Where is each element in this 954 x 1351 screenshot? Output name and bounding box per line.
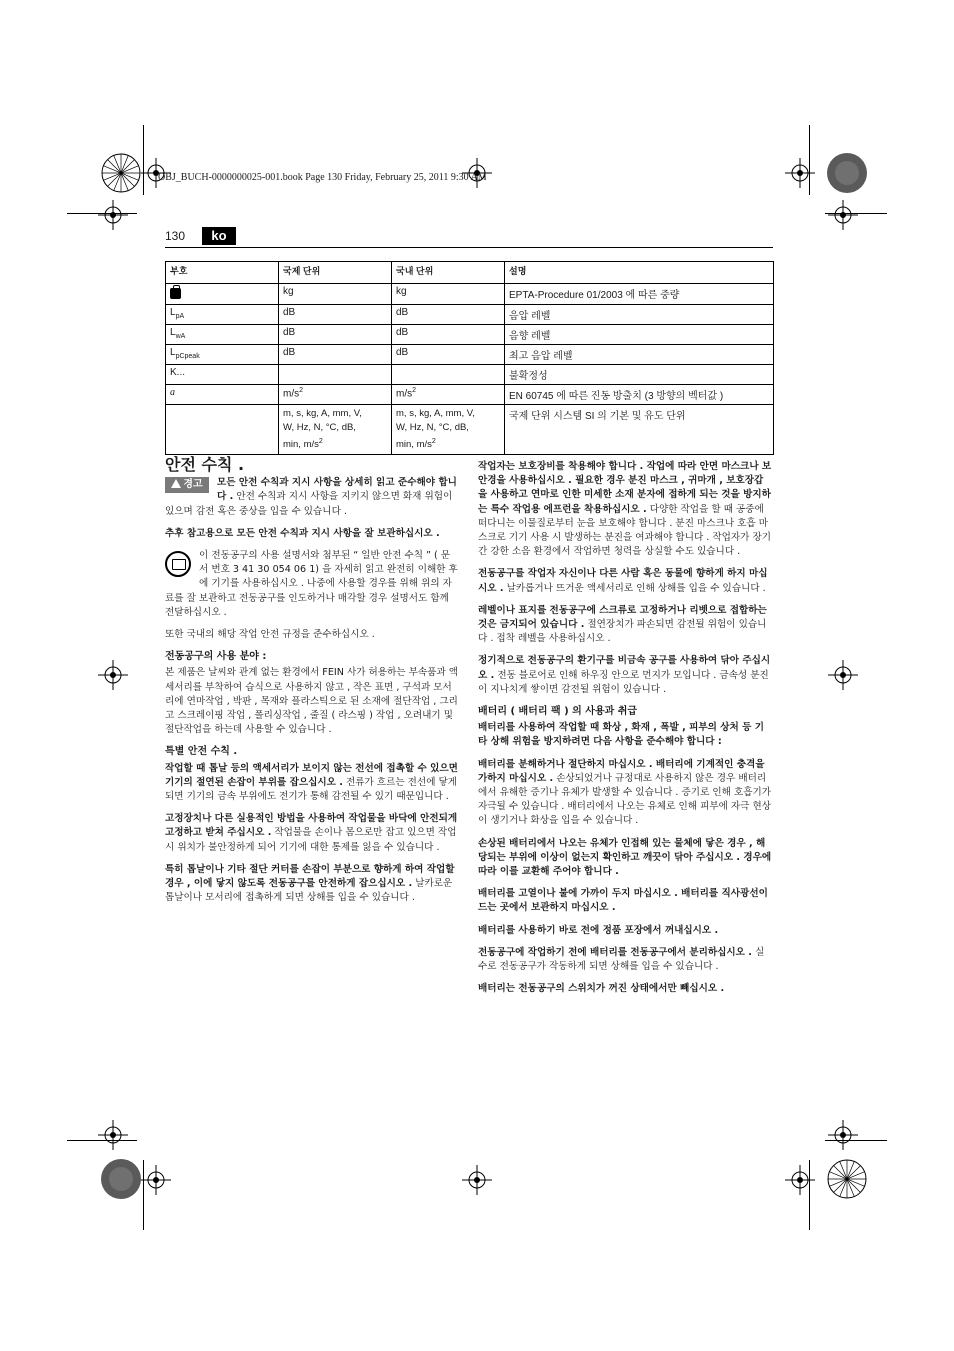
symbol-cell: $L_{pA}$ <box>166 305 279 325</box>
language-tag: ko <box>202 227 236 245</box>
table-row <box>166 385 774 405</box>
body-text: 이 전동공구의 사용 설명서와 첨부된 “ 일반 안전 수칙 ” ( 문서 번호 3 41 30 054 06 1) 을 자세히 읽고 완전히 이해한 후에 기기를 사용하십시오 . 나중에 사용할 경우를 위해 위의 자료를 잘 보관하고 전동공구를 인도하거나 매각할 경우 설명서도 함께 전달하십시오 . <box>165 550 458 618</box>
bold-text: 고정장치나 다른 실용적인 방법을 사용하여 작업물을 바닥에 안전되게 고정하고 받쳐 주십시오 . <box>165 813 458 839</box>
table-row <box>166 284 774 305</box>
intl-cell: dB <box>279 325 392 345</box>
body-text: 다양한 작업을 할 때 공중에 떠다니는 이물질로부터 눈을 보호해야 합니다 . 분진 마스크나 호흡 마스크로 기기 사용 시 발생하는 분진을 여과해야 합니다 . 작업자가 장기간 강한 소음 환경에서 작업하면 청력을 상실할 수도 있습니다 . <box>478 503 772 558</box>
section-title: 안전 수칙 . <box>165 455 245 474</box>
national-cell: dB <box>392 345 505 365</box>
header-description: 설명 <box>505 262 774 284</box>
file-info-line: OBJ_BUCH-0000000025-001.book Page 130 Friday, February 25, 2011 9:30 AM <box>158 172 487 183</box>
bold-text: 정기적으로 전동공구의 환기구를 비금속 공구를 사용하여 닦아 주십시오 . <box>478 655 771 681</box>
intl-cell <box>279 365 392 385</box>
body-text: 작업물을 손이나 몸으로만 잡고 있으면 작업 시 위치가 불안정하게 되어 기기에 대한 통제를 잃을 수 있습니다 . <box>165 827 457 853</box>
body-text: 절연장치가 파손되면 감전될 위험이 있습니다 . 접착 레벨을 사용하십시오 . <box>478 619 767 645</box>
keep-instructions: 추후 참고용으로 모든 안전 수칙과 지시 사항을 잘 보관하십시오 . <box>165 527 440 539</box>
units-table <box>165 261 774 455</box>
bold-text: 모든 안전 수칙과 지시 사항을 상세히 읽고 준수해야 합니다 . <box>217 477 457 503</box>
body-paragraph <box>478 460 772 559</box>
warning-triangle-icon <box>171 479 181 488</box>
body-paragraph <box>478 946 772 974</box>
crosshair-icon <box>98 200 128 230</box>
national-cell: m, s, kg, A, mm, V, W, Hz, N, °C, dB, min, $m/s^2$ <box>392 405 505 455</box>
crosshair-icon <box>828 660 858 690</box>
body-text: 날카로운 톱날이나 모서리에 접촉하게 되면 상해를 입을 수 있습니다 . <box>165 878 453 904</box>
table-row <box>166 405 774 455</box>
crosshair-icon <box>785 1165 815 1195</box>
body-paragraph: 또한 국내의 해당 작업 안전 규정을 준수하십시오 . <box>165 629 375 641</box>
body-paragraph: 손상된 배터리에서 나오는 유체가 인접해 있는 물체에 닿은 경우 , 해당되는 부위에 이상이 없는지 확인하고 깨끗이 닦아 주십시오 . 경우에 따라 이를 교환해 주어야 합니다 . <box>478 837 772 878</box>
left-column <box>165 455 459 913</box>
desc-cell: 음향 레벨 <box>505 325 774 345</box>
body-paragraph <box>165 812 459 855</box>
desc-cell: 음압 레벨 <box>505 305 774 325</box>
gray-registration-dot-icon <box>100 1158 142 1200</box>
right-column <box>478 460 772 1005</box>
table-row <box>166 345 774 365</box>
body-paragraph <box>478 567 772 595</box>
symbol-cell: K... <box>166 365 279 385</box>
national-cell <box>392 365 505 385</box>
body-paragraph: 본 제품은 날씨와 관계 없는 환경에서 FEIN 사가 허용하는 부속품과 액세서리를 부착하여 습식으로 사용하지 않고 , 작은 표면 , 구석과 모서리에 연마작업 , 박판 , 목재와 플라스틱으로 된 소재에 절단작업 , 그리고 스크레이핑 작업 , 폴리싱작업 , 줄질 ( 라스핑 ) 작업 , 오려내기 및 절단작업을 하는데 사용할 수 있습니다 . <box>165 667 459 736</box>
national-cell: $m/s^2$ <box>392 385 505 405</box>
body-paragraph: 배터리를 고열이나 불에 가까이 두지 마십시오 . 배터리를 직사광선이 드는 곳에서 보관하지 마십시오 . <box>478 888 768 914</box>
bold-text: 전동공구에 작업하기 전에 배터리를 전동공구에서 분리하십시오 . <box>478 946 752 958</box>
read-manual-icon <box>165 551 191 577</box>
weight-icon <box>170 288 181 299</box>
body-text: 손상되었거나 규정대로 사용하지 않은 경우 배터리에서 유해한 증기나 유체가 발생할 수 있습니다 . 증기로 인해 호흡기가 자극될 수 있습니다 . 배터리에서 나오는 유체로 인해 피부에 자극 현상이 생기거나 화상을 입을 수 있습니다 . <box>478 772 772 827</box>
manual-paragraph <box>165 549 459 620</box>
intl-cell: m, s, kg, A, mm, V, W, Hz, N, °C, dB, min, $m/s^2$ <box>279 405 392 455</box>
battery-heading: 배터리 ( 배터리 팩 ) 의 사용과 취급 <box>478 706 638 718</box>
national-cell: dB <box>392 305 505 325</box>
body-paragraph: 배터리는 전동공구의 스위치가 꺼진 상태에서만 빼십시오 . <box>478 983 725 995</box>
body-paragraph <box>478 604 772 647</box>
crosshair-icon <box>828 200 858 230</box>
body-paragraph: 배터리를 사용하여 작업할 때 화상 , 화재 , 폭발 , 피부의 상처 등 기타 상해 위험을 방지하려면 다음 사항을 준수해야 합니다 : <box>478 722 765 748</box>
symbol-cell <box>166 405 279 455</box>
table-row <box>166 325 774 345</box>
header-rule <box>165 247 773 248</box>
body-paragraph <box>165 762 459 805</box>
national-cell: dB <box>392 325 505 345</box>
warning-badge-label: 경고 <box>183 479 203 491</box>
crosshair-icon <box>462 1165 492 1195</box>
bold-text: 전동공구를 작업자 자신이나 다른 사람 혹은 동물에 향하게 하지 마십시오 . <box>478 568 768 594</box>
starburst-registration-icon <box>100 152 142 194</box>
body-text: 날카롭거나 뜨거운 액세서리로 인해 상해를 입을 수 있습니다 . <box>503 582 766 594</box>
bold-text: 특히 톱날이나 기타 절단 커터를 손잡이 부분으로 향하게 하여 작업할 경우 , 이에 닿지 않도록 전동공구를 안전하게 잡으십시오 . <box>165 863 455 890</box>
desc-cell: 최고 음압 레벨 <box>505 345 774 365</box>
warning-badge <box>165 477 209 493</box>
usage-heading: 전동공구의 사용 분야 : <box>165 651 267 663</box>
header-national-unit: 국내 단위 <box>392 262 505 284</box>
crosshair-icon <box>828 1120 858 1150</box>
body-text: 안전 수칙과 지시 사항을 지키지 않으면 화재 위험이 있으며 감전 혹은 중상을 입을 수 있습니다 . <box>165 491 453 517</box>
body-paragraph <box>478 654 772 697</box>
symbol-cell: $L_{pCpeak}$ <box>166 345 279 365</box>
national-cell: kg <box>392 284 505 305</box>
starburst-registration-icon <box>826 1158 868 1200</box>
desc-cell: EPTA-Procedure 01/2003 에 따른 중량 <box>505 284 774 305</box>
crosshair-icon <box>98 1120 128 1150</box>
desc-cell: 국제 단위 시스템 SI 의 기본 및 유도 단위 <box>505 405 774 455</box>
desc-cell: EN 60745 에 따른 진동 방출치 (3 방향의 벡터값 ) <box>505 385 774 405</box>
intl-cell: kg <box>279 284 392 305</box>
intl-cell: dB <box>279 345 392 365</box>
page-number: 130 <box>165 229 186 243</box>
warning-paragraph <box>165 476 459 519</box>
header-intl-unit: 국제 단위 <box>279 262 392 284</box>
intl-cell: dB <box>279 305 392 325</box>
symbol-cell: a <box>166 385 279 405</box>
body-text: 실수로 전동공구가 작동하게 되면 상해를 입을 수 있습니다 . <box>478 946 765 973</box>
body-paragraph <box>165 863 459 906</box>
header-symbol: 부호 <box>166 262 279 284</box>
intl-cell: $m/s^2$ <box>279 385 392 405</box>
bold-text: 작업할 때 톱날 등의 액세서리가 보이지 않는 전선에 접촉할 수 있으면 기기의 절연된 손잡이 부위를 잡으십시오 . <box>165 762 458 788</box>
crosshair-icon <box>98 660 128 690</box>
body-text: 전류가 흐르는 전선에 닿게되면 기기의 금속 부위에도 전기가 통해 감전될 수 있기 때문입니다 . <box>165 776 458 803</box>
crosshair-icon <box>141 1165 171 1195</box>
bold-text: 작업자는 보호장비를 착용해야 합니다 . 작업에 따라 안면 마스크나 보안경을 사용하십시오 . 필요한 경우 분진 마스크 , 귀마개 , 보호장갑을 사용하고 연마로 인한 미세한 소재 분자에 접하게 되는 것을 방지하는 특수 작업용 에프런을 착용하십시오 . <box>478 461 772 515</box>
desc-cell: 불확정성 <box>505 365 774 385</box>
table-row <box>166 365 774 385</box>
body-text: 전동 블로어로 인해 하우징 안으로 먼지가 모입니다 . 금속성 분진이 지나치게 쌓이면 감전될 위험이 있습니다 . <box>478 669 769 695</box>
symbol-cell <box>166 284 279 305</box>
crosshair-icon <box>785 158 815 188</box>
special-safety-heading: 특별 안전 수칙 . <box>165 746 238 758</box>
bold-text: 레벨이나 표지를 전동공구에 스크류로 고정하거나 리벳으로 접합하는 것은 금지되어 있습니다 . <box>478 604 767 631</box>
table-row <box>166 305 774 325</box>
gray-registration-dot-icon <box>826 152 868 194</box>
body-paragraph: 배터리를 사용하기 바로 전에 정품 포장에서 꺼내십시오 . <box>478 924 719 936</box>
symbol-cell: $L_{wA}$ <box>166 325 279 345</box>
body-paragraph <box>478 758 772 829</box>
table-header-row <box>166 262 774 284</box>
bold-text: 배터리를 분해하거나 절단하지 마십시오 . 배터리에 기계적인 충격을 가하지 마십시오 . <box>478 758 765 784</box>
